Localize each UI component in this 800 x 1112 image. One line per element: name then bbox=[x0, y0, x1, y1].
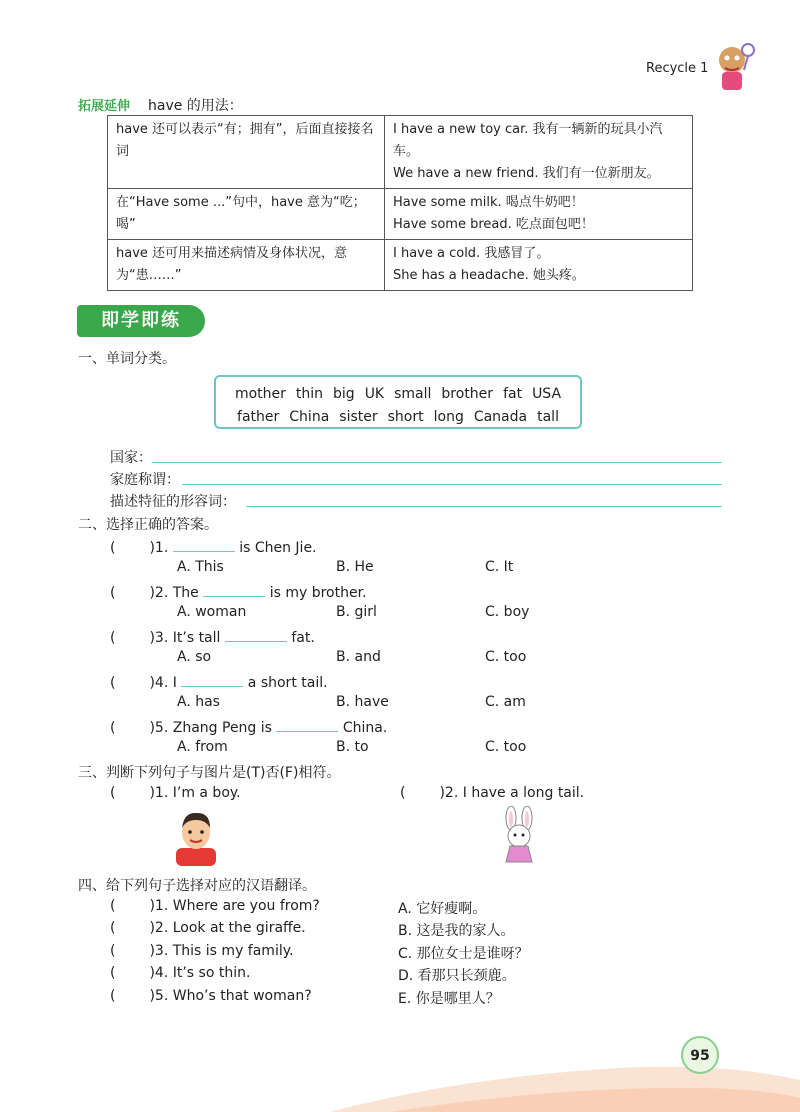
word: small bbox=[394, 386, 432, 402]
paren: ( bbox=[400, 785, 406, 801]
question-text: )2. Look at the giraffe. bbox=[149, 920, 306, 936]
answer-line[interactable] bbox=[246, 506, 722, 507]
question-number: )2. bbox=[149, 585, 169, 601]
extension-tag: 拓展延伸 bbox=[78, 99, 131, 114]
option: A. has bbox=[177, 694, 220, 710]
example-line: She has a headache. 她头疼。 bbox=[393, 268, 585, 283]
paren: ( bbox=[110, 720, 116, 736]
example-cell bbox=[385, 189, 693, 240]
paren: ( bbox=[110, 630, 116, 646]
word: USA bbox=[532, 386, 562, 402]
translation-option: D. 看那只长颈鹿。 bbox=[398, 968, 516, 984]
question-number: )5. bbox=[149, 720, 169, 736]
word: short bbox=[387, 409, 424, 425]
option: B. He bbox=[336, 559, 374, 575]
boy-illustration bbox=[170, 808, 222, 866]
question-text: It’s tall bbox=[172, 630, 221, 646]
practice-banner: 即学即练 bbox=[77, 305, 205, 337]
question-text: China. bbox=[342, 720, 388, 736]
word: tall bbox=[537, 409, 559, 425]
paren: ( bbox=[110, 965, 116, 981]
paren: ( bbox=[110, 898, 116, 914]
option: A. woman bbox=[177, 604, 247, 620]
question-number: )3. bbox=[149, 630, 169, 646]
unit-label: Recycle 1 bbox=[646, 61, 709, 76]
word: fat bbox=[503, 386, 523, 402]
translation-option: E. 你是哪里人？ bbox=[398, 991, 500, 1007]
fill-label: 国家： bbox=[110, 450, 152, 466]
paren: ( bbox=[110, 988, 116, 1004]
footer-wave bbox=[330, 1040, 800, 1112]
word: father bbox=[237, 409, 280, 425]
table-row bbox=[108, 240, 693, 291]
question-text: )4. It’s so thin. bbox=[149, 965, 251, 981]
option: B. to bbox=[336, 739, 369, 755]
word-row bbox=[216, 406, 580, 429]
grammar-table bbox=[107, 115, 693, 291]
word: sister bbox=[339, 409, 378, 425]
option: C. boy bbox=[485, 604, 530, 620]
usage-cell: have 还可以表示“有；拥有”，后面直接接名词 bbox=[108, 116, 385, 189]
option: C. too bbox=[485, 649, 527, 665]
paren: ( bbox=[110, 785, 116, 801]
translation-option: C. 那位女士是谁呀？ bbox=[398, 946, 529, 962]
option: C. It bbox=[485, 559, 514, 575]
word: big bbox=[333, 386, 355, 402]
section-title: 四、给下列句子选择对应的汉语翻译。 bbox=[78, 878, 316, 894]
question-2 bbox=[110, 582, 367, 601]
question-text: is my brother. bbox=[269, 585, 367, 601]
option: A. from bbox=[177, 739, 228, 755]
match-question-2 bbox=[110, 920, 306, 936]
example-line: Have some milk. 喝点牛奶吧！ bbox=[393, 195, 584, 210]
match-question-3 bbox=[110, 943, 293, 959]
example-line: I have a new toy car. 我有一辆新的玩具小汽车。 bbox=[393, 122, 663, 159]
question-4 bbox=[110, 672, 328, 691]
word: China bbox=[289, 409, 330, 425]
example-line: We have a new friend. 我们有一位新朋友。 bbox=[393, 166, 660, 181]
word: brother bbox=[441, 386, 494, 402]
word: long bbox=[433, 409, 464, 425]
example-cell bbox=[385, 116, 693, 189]
page-number: 95 bbox=[681, 1036, 719, 1074]
word: Canada bbox=[473, 409, 528, 425]
table-row bbox=[108, 116, 693, 189]
word: UK bbox=[364, 386, 385, 402]
answer-line[interactable] bbox=[152, 462, 722, 463]
translation-option: B. 这是我的家人。 bbox=[398, 923, 515, 939]
translation-option: A. 它好瘦啊。 bbox=[398, 901, 487, 917]
example-line: Have some bread. 吃点面包吧！ bbox=[393, 217, 594, 232]
question-text: )5. Who’s that woman? bbox=[149, 988, 312, 1004]
mascot-illustration bbox=[712, 40, 758, 94]
section-title: 一、单词分类。 bbox=[78, 351, 176, 367]
judge-question-1 bbox=[110, 785, 241, 801]
question-text: a short tail. bbox=[247, 675, 328, 691]
fill-label: 描述特征的形容词： bbox=[110, 494, 236, 510]
question-1 bbox=[110, 537, 317, 556]
answer-blank[interactable] bbox=[225, 627, 287, 642]
word: thin bbox=[295, 386, 324, 402]
option: A. so bbox=[177, 649, 212, 665]
answer-blank[interactable] bbox=[173, 537, 235, 552]
question-text: )1. Where are you from? bbox=[149, 898, 320, 914]
question-text: )3. This is my family. bbox=[149, 943, 294, 959]
paren: ( bbox=[110, 675, 116, 691]
question-text: I bbox=[172, 675, 177, 691]
section-title: 三、判断下列句子与图片是(T)否(F)相符。 bbox=[78, 765, 341, 781]
match-question-5 bbox=[110, 988, 312, 1004]
extension-title: have 的用法： bbox=[148, 98, 243, 114]
section-title: 二、选择正确的答案。 bbox=[78, 517, 218, 533]
word: mother bbox=[234, 386, 286, 402]
match-question-4 bbox=[110, 965, 250, 981]
rabbit-illustration bbox=[496, 806, 542, 866]
word-row bbox=[216, 383, 580, 406]
paren: ( bbox=[110, 920, 116, 936]
answer-line[interactable] bbox=[182, 484, 722, 485]
paren: ( bbox=[110, 585, 116, 601]
question-text: is Chen Jie. bbox=[239, 540, 317, 556]
fill-label: 家庭称谓： bbox=[110, 472, 180, 488]
question-number: )4. bbox=[149, 675, 169, 691]
question-5 bbox=[110, 717, 387, 736]
option: C. am bbox=[485, 694, 526, 710]
question-text: The bbox=[172, 585, 199, 601]
usage-cell: 在“Have some ...”句中，have 意为“吃；喝” bbox=[108, 189, 385, 240]
option: B. girl bbox=[336, 604, 377, 620]
usage-cell: have 还可用来描述病情及身体状况，意为“患……” bbox=[108, 240, 385, 291]
table-row bbox=[108, 189, 693, 240]
question-text: )1. I’m a boy. bbox=[149, 785, 241, 801]
answer-blank[interactable] bbox=[276, 717, 338, 732]
word-box bbox=[214, 375, 582, 429]
question-text: fat. bbox=[291, 630, 315, 646]
option: B. and bbox=[336, 649, 381, 665]
judge-question-2 bbox=[400, 785, 584, 801]
question-text: )2. I have a long tail. bbox=[439, 785, 585, 801]
question-text: Zhang Peng is bbox=[172, 720, 272, 736]
paren: ( bbox=[110, 943, 116, 959]
match-question-1 bbox=[110, 898, 320, 914]
question-3 bbox=[110, 627, 315, 646]
option: B. have bbox=[336, 694, 389, 710]
answer-blank[interactable] bbox=[181, 672, 243, 687]
example-line: I have a cold. 我感冒了。 bbox=[393, 246, 550, 261]
question-number: )1. bbox=[149, 540, 169, 556]
paren: ( bbox=[110, 540, 116, 556]
option: C. too bbox=[485, 739, 527, 755]
option: A. This bbox=[177, 559, 224, 575]
answer-blank[interactable] bbox=[203, 582, 265, 597]
example-cell bbox=[385, 240, 693, 291]
